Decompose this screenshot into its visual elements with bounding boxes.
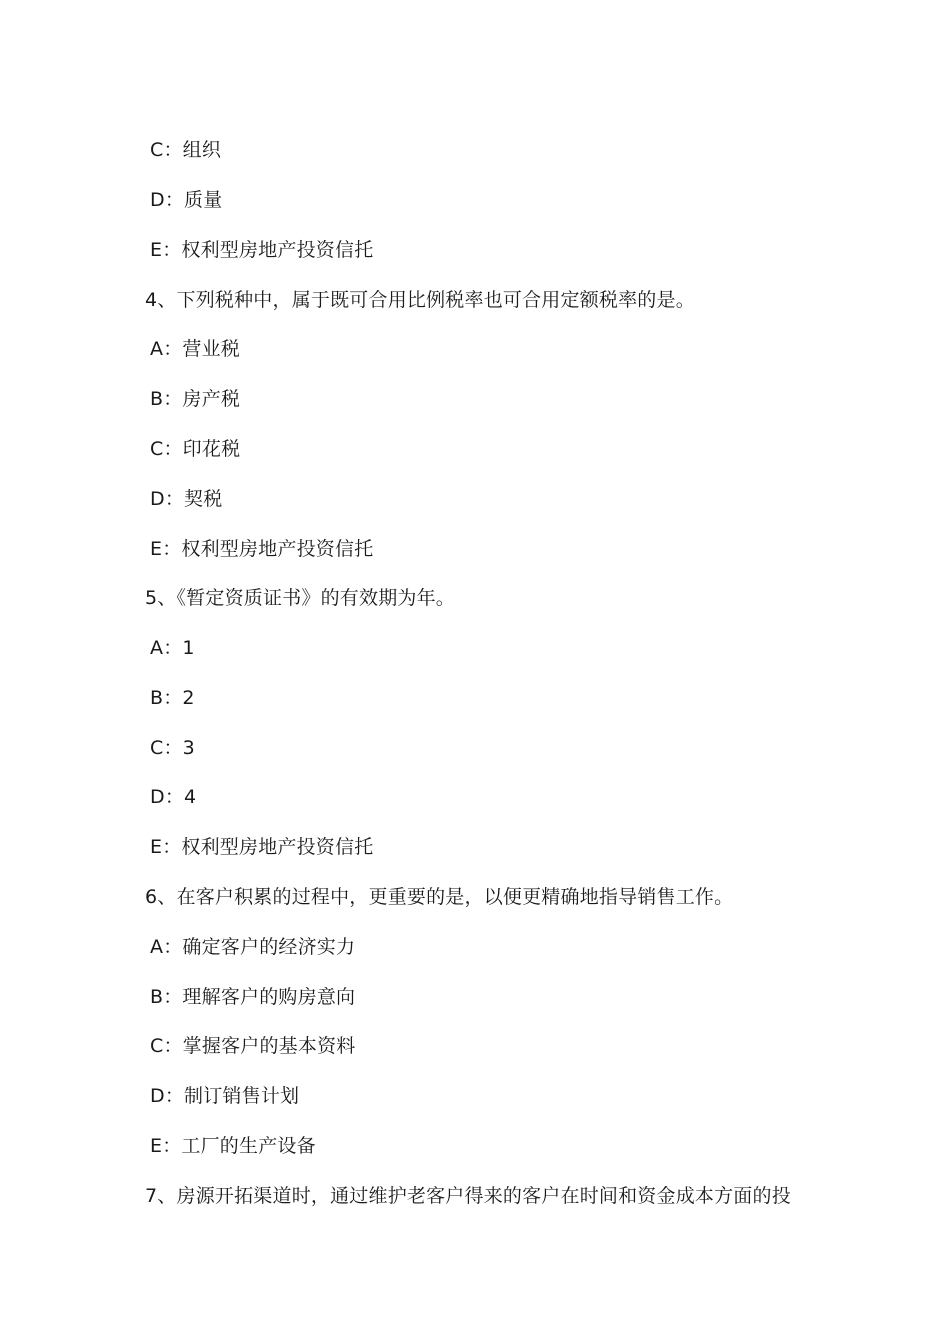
option-line: E：权利型房地产投资信托: [150, 538, 374, 560]
question-line: 7、房源开拓渠道时，通过维护老客户得来的客户在时间和资金成本方面的投: [145, 1185, 791, 1207]
option-line: E：权利型房地产投资信托: [150, 239, 374, 261]
option-line: B：房产税: [150, 388, 241, 410]
option-line: C：3: [150, 737, 195, 759]
option-line: B：理解客户的购房意向: [150, 986, 356, 1008]
option-line: D：契税: [150, 488, 223, 510]
question-line: 5、《暂定资质证书》的有效期为年。: [145, 587, 455, 609]
option-line: B：2: [150, 687, 195, 709]
option-line: C：印花税: [150, 438, 241, 460]
option-line: A：营业税: [150, 338, 240, 360]
option-line: A：1: [150, 637, 195, 659]
option-line: D：制订销售计划: [150, 1085, 300, 1107]
option-line: C：掌握客户的基本资料: [150, 1035, 356, 1057]
option-line: D：4: [150, 786, 197, 808]
option-line: A：确定客户的经济实力: [150, 936, 356, 958]
option-line: C：组织: [150, 139, 222, 161]
option-line: E：权利型房地产投资信托: [150, 836, 374, 858]
option-line: E：工厂的生产设备: [150, 1135, 316, 1157]
option-line: D：质量: [150, 189, 223, 211]
question-line: 4、下列税种中，属于既可合用比例税率也可合用定额税率的是。: [145, 289, 695, 311]
question-line: 6、在客户积累的过程中，更重要的是，以便更精确地指导销售工作。: [145, 886, 734, 908]
